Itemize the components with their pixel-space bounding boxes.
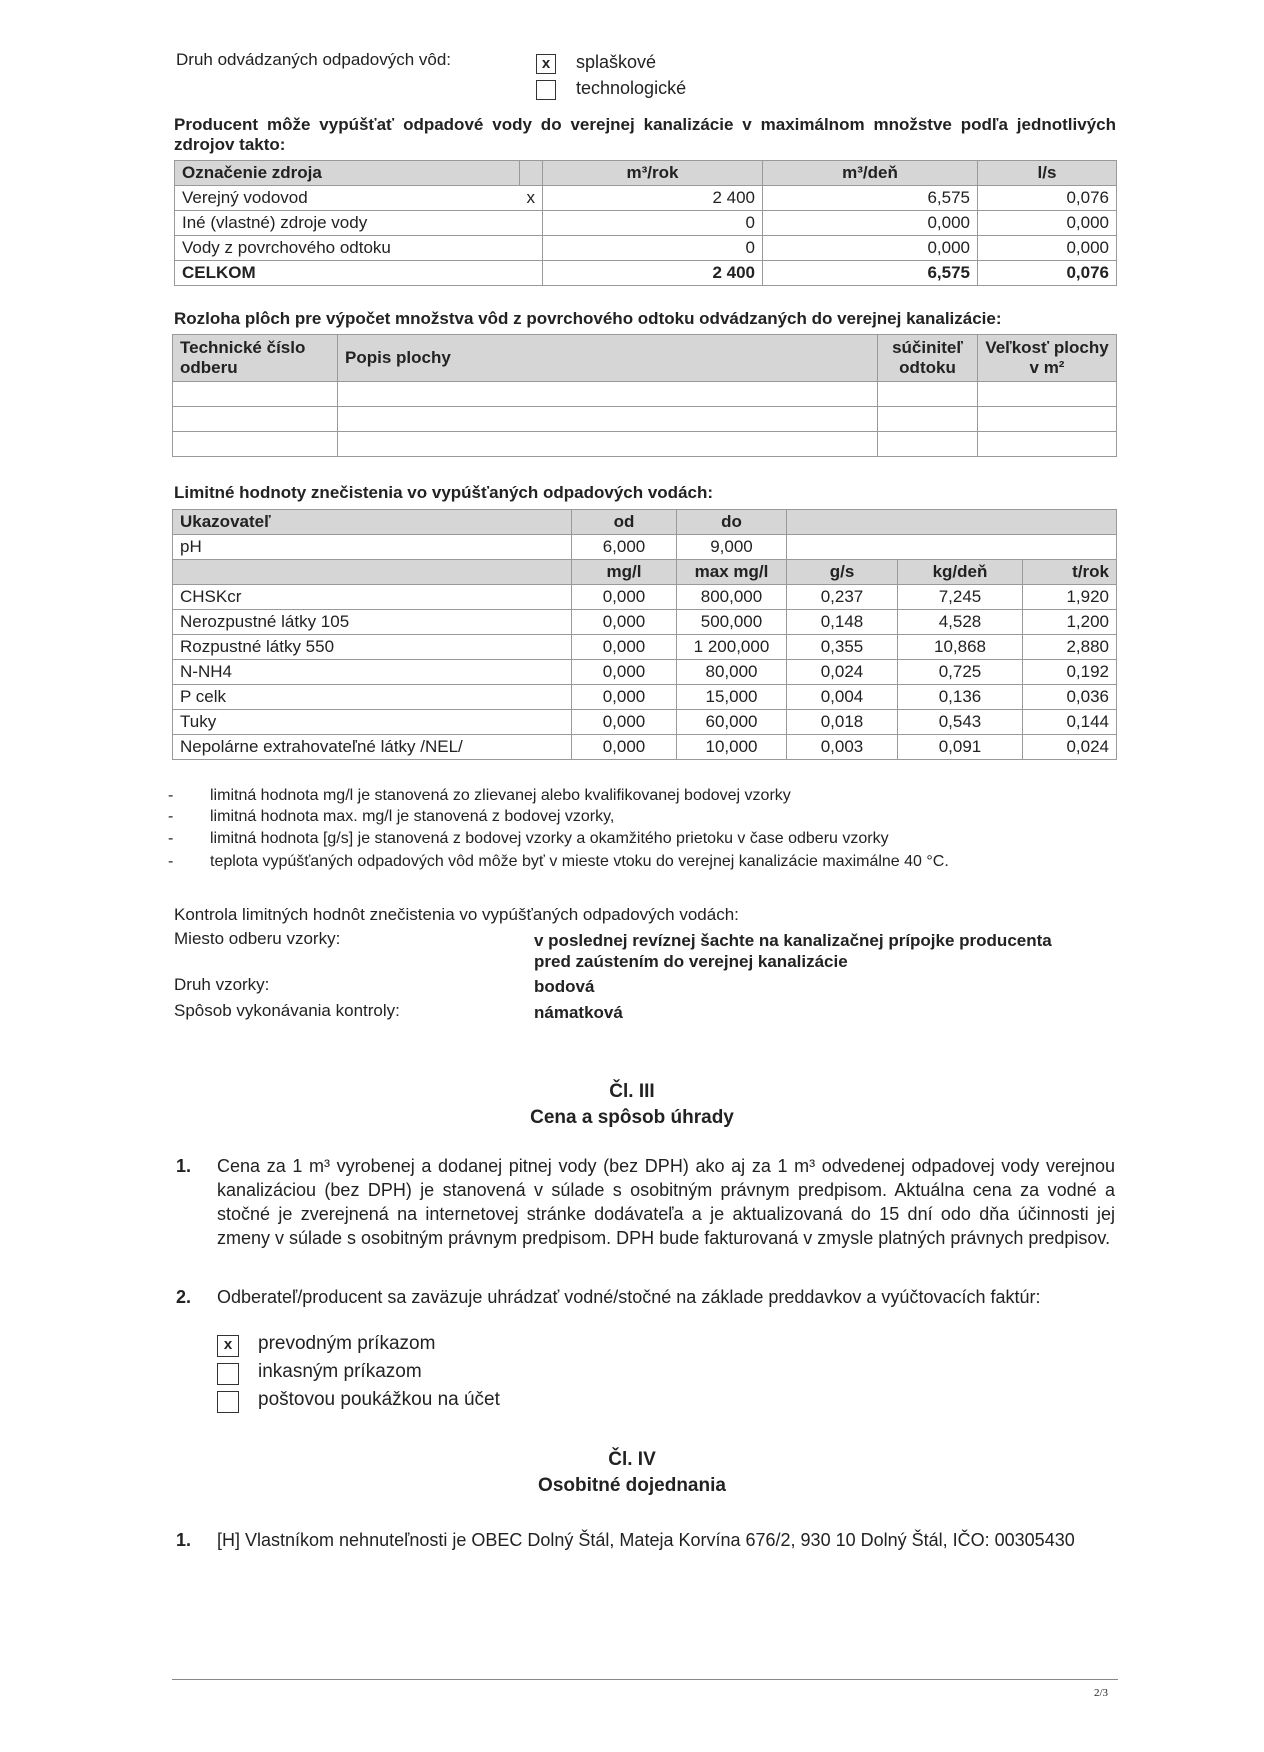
table-cell: Nepolárne extrahovateľné látky /NEL/ [173, 735, 572, 760]
splaskove-label: splaškové [576, 52, 657, 72]
table-cell: 1 200,000 [677, 635, 787, 660]
table-cell: 0,000 [572, 635, 677, 660]
article-3-item-2-text: Odberateľ/producent sa zaväzuje uhrádzať vodné/stočné na základe preddavkov a vyúčtovacích faktúr: [217, 1287, 1041, 1307]
header-cell: m³/rok [543, 161, 763, 186]
table-cell [878, 432, 978, 457]
table-cell [173, 407, 338, 432]
table-cell: 0,543 [898, 710, 1023, 735]
table-header-row [173, 510, 1117, 535]
table-cell: 2,880 [1023, 635, 1117, 660]
table-cell: 0,000 [572, 685, 677, 710]
table-cell: Iné (vlastné) zdroje vody [175, 211, 520, 236]
place-label: Miesto odberu vzorky: [174, 929, 341, 948]
header-cell: m³/deň [763, 161, 978, 186]
area-title: Rozloha plôch pre výpočet množstva vôd z povrchového odtoku odvádzaných do verejnej kanalizácie: [174, 309, 1002, 328]
table-cell: Rozpustné látky 550 [173, 635, 572, 660]
header-cell: od [572, 510, 677, 535]
article-3-number: Čl. III [609, 1081, 655, 1102]
payment-postal-label: poštovou poukážkou na účet [258, 1389, 500, 1410]
table-cell: 0,000 [572, 735, 677, 760]
table-cell: 0,036 [1023, 685, 1117, 710]
table-cell: 0,076 [978, 186, 1117, 211]
payment-direct-debit-checkbox[interactable] [217, 1363, 239, 1385]
header-cell: Veľkosť plochy v m² [978, 335, 1117, 382]
table-cell: 9,000 [677, 535, 787, 560]
table-header-row [173, 335, 1117, 382]
payment-direct-debit-label: inkasným príkazom [258, 1361, 422, 1382]
note-item: - limitná hodnota max. mg/l je stanovená z bodovej vzorky, [168, 808, 615, 825]
table-cell: 6,000 [572, 535, 677, 560]
table-cell: 0,192 [1023, 660, 1117, 685]
table-cell [978, 407, 1117, 432]
table-cell: 2 400 [543, 186, 763, 211]
table-cell: 1,200 [1023, 610, 1117, 635]
table-cell: CHSKcr [173, 585, 572, 610]
header-cell: Ukazovateľ [173, 510, 572, 535]
table-row [173, 635, 1117, 660]
table-cell: 0,000 [763, 211, 978, 236]
table-cell: 0,076 [978, 261, 1117, 286]
table-cell: Verejný vodovod [175, 186, 520, 211]
header-cell: Označenie zdroja [175, 161, 520, 186]
table-row [173, 535, 1117, 560]
place-value-2: pred zaústením do verejnej kanalizácie [534, 952, 848, 971]
table-cell: 0,144 [1023, 710, 1117, 735]
table-cell [978, 432, 1117, 457]
header-cell [787, 510, 1117, 535]
wastewater-type-label: Druh odvádzaných odpadových vôd: [176, 50, 452, 69]
table-cell: 0,018 [787, 710, 898, 735]
table-cell: 6,575 [763, 186, 978, 211]
table-row [175, 211, 1117, 236]
table-cell: 2 400 [543, 261, 763, 286]
table-row [173, 432, 1117, 457]
table-row [173, 735, 1117, 760]
place-value-1: v poslednej revíznej šachte na kanalizačnej prípojke producenta [534, 931, 1052, 950]
table-cell: P celk [173, 685, 572, 710]
page-number: 2/3 [1094, 1687, 1109, 1699]
sample-value: bodová [534, 977, 595, 996]
table-cell: 0,000 [572, 585, 677, 610]
payment-transfer-checkbox[interactable]: x [217, 1335, 239, 1357]
technologicke-checkbox[interactable] [536, 80, 556, 100]
table-cell: 0,355 [787, 635, 898, 660]
table-cell: 500,000 [677, 610, 787, 635]
table-row [173, 382, 1117, 407]
article-3-title: Cena a spôsob úhrady [530, 1107, 734, 1128]
header-cell: g/s [787, 560, 898, 585]
table-cell [520, 236, 543, 261]
table-cell: 10,000 [677, 735, 787, 760]
technologicke-label: technologické [576, 78, 687, 98]
note-item: - limitná hodnota [g/s] je stanovená z bodovej vzorky a okamžitého prietoku v čase odberu vzorky [168, 830, 889, 847]
method-value: námatková [534, 1003, 623, 1022]
table-row [173, 710, 1117, 735]
header-cell: l/s [978, 161, 1117, 186]
limits-table [172, 509, 1117, 760]
table-row-total [175, 261, 1117, 286]
table-cell: 0,000 [572, 660, 677, 685]
table-cell: 0 [543, 236, 763, 261]
splaskove-checkbox[interactable]: x [536, 54, 556, 74]
table-cell: Nerozpustné látky 105 [173, 610, 572, 635]
table-cell [338, 382, 878, 407]
header-cell [520, 161, 543, 186]
table-cell [787, 535, 1117, 560]
table-cell: x [520, 186, 543, 211]
footer-divider [172, 1679, 1118, 1680]
header-cell: mg/l [572, 560, 677, 585]
table-cell: 1,920 [1023, 585, 1117, 610]
table-cell: 4,528 [898, 610, 1023, 635]
note-item: - teplota vypúšťaných odpadových vôd môže byť v mieste vtoku do verejnej kanalizácie maximálne 40 °C. [168, 853, 949, 870]
note-item: - limitná hodnota mg/l je stanovená zo zlievanej alebo kvalifikovanej bodovej vzorky [168, 787, 791, 804]
table-cell: Vody z povrchového odtoku [175, 236, 520, 261]
table-cell: 15,000 [677, 685, 787, 710]
table-header-row [175, 161, 1117, 186]
table-cell [338, 407, 878, 432]
table-cell: 0,024 [787, 660, 898, 685]
table-header-row [173, 560, 1117, 585]
table-cell: 0,003 [787, 735, 898, 760]
table-cell: Tuky [173, 710, 572, 735]
table-cell [978, 382, 1117, 407]
article-3-item-1-number: 1. [176, 1156, 192, 1176]
table-cell: 0,000 [572, 610, 677, 635]
table-cell: 800,000 [677, 585, 787, 610]
header-cell: do [677, 510, 787, 535]
table-cell: 0,000 [763, 236, 978, 261]
article-4-item-1-text: [H] Vlastníkom nehnuteľnosti je OBEC Dolný Štál, Mateja Korvína 676/2, 930 10 Dolný Štál, IČO: 00305430 [217, 1530, 1075, 1550]
table-cell: 0,024 [1023, 735, 1117, 760]
article-3-item-2-number: 2. [176, 1287, 192, 1307]
table-cell: 0,148 [787, 610, 898, 635]
table-cell: 0,091 [898, 735, 1023, 760]
header-cell [173, 560, 572, 585]
header-cell: t/rok [1023, 560, 1117, 585]
table-cell [878, 382, 978, 407]
table-row [175, 236, 1117, 261]
table-row [173, 610, 1117, 635]
header-cell: súčiniteľ odtoku [878, 335, 978, 382]
table-cell [878, 407, 978, 432]
table-cell: 60,000 [677, 710, 787, 735]
table-cell [520, 261, 543, 286]
table-cell: 6,575 [763, 261, 978, 286]
payment-transfer-label: prevodným príkazom [258, 1333, 436, 1354]
table-cell: 0,000 [978, 211, 1117, 236]
table-cell: 0,000 [572, 710, 677, 735]
article-4-title: Osobitné dojednania [538, 1475, 726, 1496]
table-cell: CELKOM [175, 261, 520, 286]
header-cell: Technické číslo odberu [173, 335, 338, 382]
article-4-item-1-number: 1. [176, 1530, 192, 1550]
table-cell: N-NH4 [173, 660, 572, 685]
table-cell [173, 382, 338, 407]
limits-title: Limitné hodnoty znečistenia vo vypúšťaných odpadových vodách: [174, 483, 714, 502]
table-row [173, 660, 1117, 685]
table-cell: 0,000 [978, 236, 1117, 261]
producer-intro: Producent môže vypúšťať odpadové vody do verejnej kanalizácie v maximálnom množstve podľa jednotlivých zdrojov takto: [174, 115, 1116, 154]
table-cell: 0,725 [898, 660, 1023, 685]
table-cell: 10,868 [898, 635, 1023, 660]
table-cell: 0,136 [898, 685, 1023, 710]
table-cell: 0,004 [787, 685, 898, 710]
header-cell: Popis plochy [338, 335, 878, 382]
table-row [173, 407, 1117, 432]
table-row [173, 685, 1117, 710]
article-3-item-1-text: Cena za 1 m³ vyrobenej a dodanej pitnej vody (bez DPH) ako aj za 1 m³ odvedenej odpadovej vody verejnou kanalizáciou (bez DPH) je stanovená v súlade s osobitným právnym predpisom. Aktuálna cena za vodné a stočné je zverejnená na internetovej stránke dodávateľa a je aktualizovaná do 15 dní odo dňa účinnosti jej zmeny v súlade s osobitným právnym predpisom. DPH bude fakturovaná v zmysle platných právnych predpisov. [217, 1156, 1115, 1248]
table-cell: pH [173, 535, 572, 560]
header-cell: max mg/l [677, 560, 787, 585]
table-cell: 0,237 [787, 585, 898, 610]
article-4-number: Čl. IV [608, 1449, 656, 1470]
table-cell: 7,245 [898, 585, 1023, 610]
payment-postal-checkbox[interactable] [217, 1391, 239, 1413]
table-cell [173, 432, 338, 457]
table-row [173, 585, 1117, 610]
method-label: Spôsob vykonávania kontroly: [174, 1001, 400, 1020]
sample-label: Druh vzorky: [174, 975, 270, 994]
table-cell: 0 [543, 211, 763, 236]
control-title: Kontrola limitných hodnôt znečistenia vo vypúšťaných odpadových vodách: [174, 905, 739, 924]
table-cell: 80,000 [677, 660, 787, 685]
table-cell [520, 211, 543, 236]
table-row [175, 186, 1117, 211]
table-cell [338, 432, 878, 457]
header-cell: kg/deň [898, 560, 1023, 585]
area-table [172, 334, 1117, 457]
sources-table [174, 160, 1117, 286]
